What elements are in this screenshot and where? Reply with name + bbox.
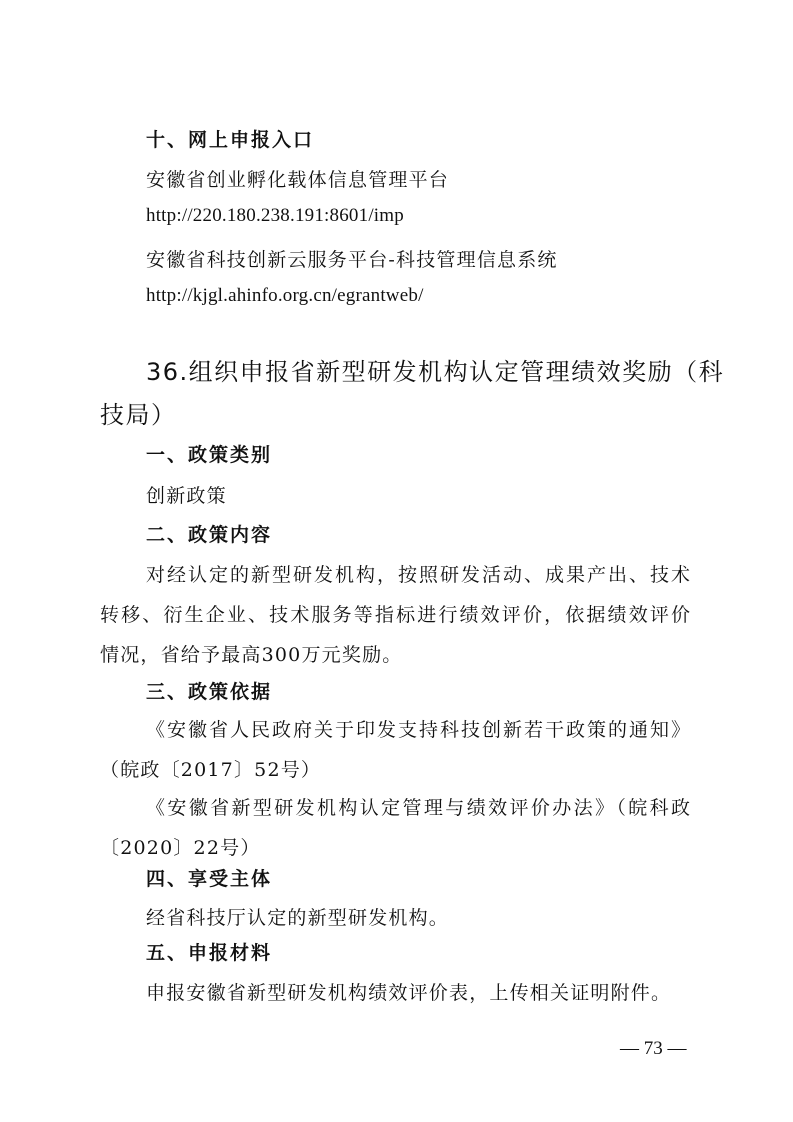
section-heading-beneficiary: 四、享受主体 <box>146 868 273 890</box>
item-title-line2: 技局） <box>100 401 177 429</box>
item-title-line1: 36.组织申报省新型研发机构认定管理绩效奖励（科 <box>146 358 725 386</box>
policy-content-line1: 对经认定的新型研发机构，按照研发活动、成果产出、技术 <box>146 564 690 586</box>
policy-basis-ref1 <box>100 715 690 795</box>
policy-basis-ref2 <box>100 793 690 873</box>
platform-name-cloud: 安徽省科技创新云服务平台-科技管理信息系统 <box>146 249 558 271</box>
policy-category-text: 创新政策 <box>146 485 227 507</box>
policy-content-line2: 转移、衍生企业、技术服务等指标进行绩效评价，依据绩效评价 <box>100 604 690 626</box>
section-heading-online-entry: 十、网上申报入口 <box>146 129 315 151</box>
section-heading-policy-basis: 三、政策依据 <box>146 681 273 703</box>
materials-text: 申报安徽省新型研发机构绩效评价表，上传相关证明附件。 <box>146 982 672 1004</box>
policy-basis-ref1-line2: （皖政〔2017〕52号） <box>100 759 322 781</box>
section-heading-policy-content: 二、政策内容 <box>146 524 273 546</box>
policy-basis-ref2-line2: 〔2020〕22号） <box>100 837 261 859</box>
policy-content-line3: 情况，省给予最高300万元奖励。 <box>100 644 403 666</box>
platform-name-incubator: 安徽省创业孵化载体信息管理平台 <box>146 169 450 191</box>
page-number: — 73 — <box>620 1038 687 1059</box>
policy-basis-ref1-line1: 《安徽省人民政府关于印发支持科技创新若干政策的通知》 <box>146 719 690 741</box>
platform-url-incubator: http://220.180.238.191:8601/imp <box>146 205 404 226</box>
policy-basis-ref2-line1: 《安徽省新型研发机构认定管理与绩效评价办法》（皖科政 <box>146 797 690 819</box>
policy-content-paragraph <box>100 560 690 680</box>
section-heading-materials: 五、申报材料 <box>146 942 273 964</box>
section-heading-policy-category: 一、政策类别 <box>146 444 273 466</box>
beneficiary-text: 经省科技厅认定的新型研发机构。 <box>146 907 450 929</box>
platform-url-cloud: http://kjgl.ahinfo.org.cn/egrantweb/ <box>146 285 424 306</box>
